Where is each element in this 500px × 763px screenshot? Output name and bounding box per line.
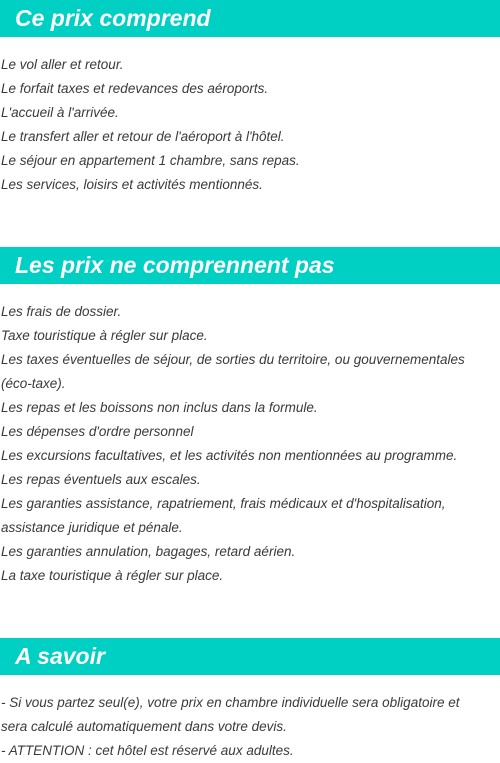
list-item: Les repas et les boissons non inclus dans la formule. — [1, 400, 318, 415]
list-item: Les excursions facultatives, et les activités non mentionnées au programme. — [1, 448, 458, 463]
list-item: Les repas éventuels aux escales. — [1, 472, 201, 487]
list-item: La taxe touristique à régler sur place. — [1, 568, 224, 583]
list-item: Les garanties annulation, bagages, retard aérien. — [1, 544, 296, 559]
list-item: Le vol aller et retour. — [1, 57, 124, 72]
list-item: Les dépenses d'ordre personnel — [1, 424, 194, 439]
list-item: - ATTENTION : cet hôtel est réservé aux adultes. — [1, 743, 294, 758]
list-item: assistance juridique et pénale. — [1, 520, 183, 535]
list-item: Le séjour en appartement 1 chambre, sans repas. — [1, 153, 300, 168]
list-item: L'accueil à l'arrivée. — [1, 105, 119, 120]
section-header-info: A savoir — [0, 638, 500, 675]
list-item: Les garanties assistance, rapatriement, frais médicaux et d'hospitalisation, — [1, 496, 446, 511]
list-item: - Si vous partez seul(e), votre prix en chambre individuelle sera obligatoire et — [1, 695, 460, 710]
info-list — [0, 691, 500, 763]
list-item: Les services, loisirs et activités mentionnés. — [1, 177, 263, 192]
list-item: Taxe touristique à régler sur place. — [1, 328, 208, 343]
list-item: (éco-taxe). — [1, 376, 66, 391]
included-list — [0, 53, 500, 197]
section-header-excluded: Les prix ne comprennent pas — [0, 247, 500, 284]
list-item: sera calculé automatiquement dans votre devis. — [1, 719, 287, 734]
list-item: Les taxes éventuelles de séjour, de sorties du territoire, ou gouvernementales — [1, 352, 465, 367]
excluded-list — [0, 300, 500, 588]
list-item: Le forfait taxes et redevances des aéroports. — [1, 81, 269, 96]
list-item: Les frais de dossier. — [1, 304, 122, 319]
section-header-included: Ce prix comprend — [0, 0, 500, 37]
list-item: Le transfert aller et retour de l'aéroport à l'hôtel. — [1, 129, 285, 144]
